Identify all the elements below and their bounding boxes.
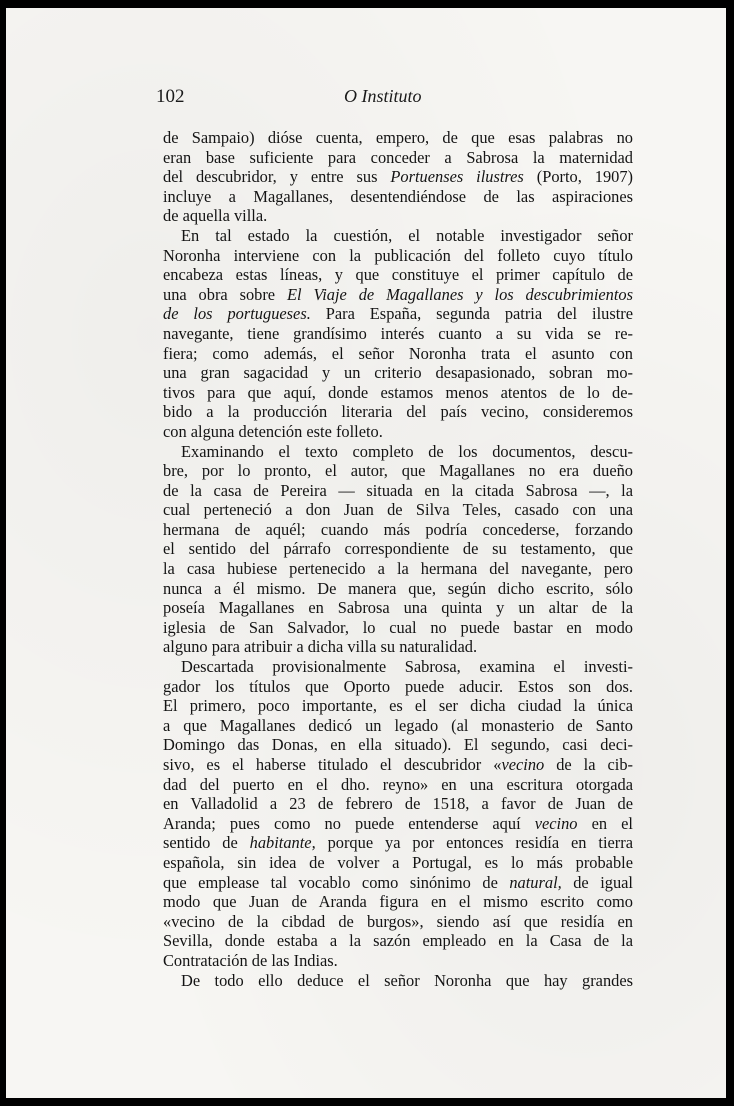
- text-line: [163, 657, 633, 677]
- text-span: hermana de aquél; cuando más podría concederse, forzando: [163, 519, 633, 539]
- text-line: [163, 246, 633, 266]
- text-line: [163, 892, 633, 912]
- text-line: [163, 128, 633, 148]
- text-span: Contratación de las Indias.: [163, 950, 338, 970]
- italic-span: Portuenses ilustres: [390, 167, 524, 187]
- text-span: sentido de: [163, 833, 250, 853]
- text-span: del descubridor, y entre sus: [163, 167, 391, 187]
- italic-span: vecino: [534, 813, 578, 833]
- text-line: [163, 148, 633, 168]
- text-span: que emplease tal vocablo como sinónimo de: [163, 872, 510, 892]
- page-header: [156, 86, 634, 110]
- text-span: gador los títulos que Oporto puede aducir. Estos son dos.: [163, 676, 633, 696]
- text-span: iglesia de San Salvador, lo cual no puede bastar en modo: [163, 617, 633, 637]
- text-line: [163, 520, 633, 540]
- text-line: [163, 265, 633, 285]
- text-span: Domingo das Donas, en ella situado). El segundo, casi deci-: [163, 735, 633, 755]
- text-line: [163, 637, 633, 657]
- text-line: [163, 951, 633, 971]
- text-span: española, sin idea de volver a Portugal, es lo más probable: [163, 852, 633, 872]
- text-line: [163, 775, 633, 795]
- text-line: [163, 579, 633, 599]
- text-span: en el: [577, 813, 633, 833]
- text-line: [163, 402, 633, 422]
- text-line: [163, 931, 633, 951]
- text-span: modo que Juan de Aranda figura en el mismo escrito como: [163, 892, 633, 912]
- italic-span: El Viaje de Magallanes y los descubrimientos: [286, 284, 633, 304]
- text-line: [163, 539, 633, 559]
- text-span: de aquella villa.: [163, 206, 268, 226]
- text-span: poseía Magallanes en Sabrosa una quinta y un altar de la: [163, 598, 633, 618]
- page-number: 102: [156, 86, 185, 107]
- text-span: una gran sagacidad y un criterio desapasionado, sobran mo-: [163, 363, 633, 383]
- text-span: Para España, segunda patria del ilustre: [310, 304, 633, 324]
- text-line: [163, 677, 633, 697]
- text-span: de Sampaio) dióse cuenta, empero, de que esas palabras no: [163, 128, 633, 147]
- text-span: Aranda; pues como no puede entenderse aquí: [163, 813, 535, 833]
- text-line: [163, 187, 633, 207]
- text-span: de la casa de Pereira — situada en la citada Sabrosa —, la: [163, 480, 633, 500]
- text-line: [163, 873, 633, 893]
- text-span: De todo ello deduce el señor Noronha que hay grandes: [181, 970, 633, 990]
- text-span: Noronha interviene con la publicación del folleto cuyo título: [163, 245, 633, 265]
- text-span: alguno para atribuir a dicha villa su naturalidad.: [163, 637, 478, 657]
- italic-span: habitante,: [249, 833, 316, 853]
- body-text: [163, 128, 633, 990]
- text-line: [163, 304, 633, 324]
- text-line: [163, 598, 633, 618]
- text-line: [163, 618, 633, 638]
- text-span: eran base suficiente para conceder a Sabrosa la maternidad: [163, 147, 633, 167]
- text-span: nunca a él mismo. De manera que, según dicho escrito, sólo: [163, 578, 633, 598]
- text-line: [163, 716, 633, 736]
- text-line: [163, 344, 633, 364]
- text-span: en Valladolid a 23 de febrero de 1518, a favor de Juan de: [163, 794, 633, 814]
- text-span: dad del puerto en el dho. reyno» en una escritura otorgada: [163, 774, 633, 794]
- text-span: fiera; como además, el señor Noronha trata el asunto con: [163, 343, 633, 363]
- text-line: [163, 814, 633, 834]
- text-span: de la cib-: [544, 755, 633, 774]
- text-line: [163, 559, 633, 579]
- text-line: [163, 912, 633, 932]
- text-span: (Porto, 1907): [523, 167, 633, 187]
- text-line: [163, 422, 633, 442]
- text-line: [163, 833, 633, 853]
- text-line: [163, 285, 633, 305]
- text-line: [163, 206, 633, 226]
- text-span: con alguna detención este folleto.: [163, 421, 383, 441]
- text-line: [163, 500, 633, 520]
- text-line: [163, 442, 633, 462]
- text-line: [163, 481, 633, 501]
- running-title: O Instituto: [344, 86, 422, 106]
- text-line: [163, 226, 633, 246]
- text-span: Sevilla, donde estaba a la sazón empleado en la Casa de la: [163, 931, 633, 951]
- text-span: tivos para que aquí, donde estamos menos atentos de lo de-: [163, 382, 633, 402]
- text-line: [163, 971, 633, 991]
- italic-span: vecino: [501, 755, 545, 774]
- text-span: de igual: [561, 872, 633, 892]
- text-span: bido a la producción literaria del país vecino, consideremos: [163, 402, 633, 422]
- text-span: bre, por lo pronto, el autor, que Magallanes no era dueño: [163, 461, 633, 481]
- page-sheet: [6, 8, 726, 1098]
- text-span: El primero, poco importante, es el ser dicha ciudad la única: [163, 696, 633, 716]
- text-span: porque ya por entonces residía en tierra: [315, 833, 633, 853]
- text-line: [163, 696, 633, 716]
- text-line: [163, 755, 633, 775]
- text-line: [163, 853, 633, 873]
- text-span: una obra sobre: [163, 284, 287, 304]
- text-span: incluye a Magallanes, desentendiéndose de las aspiraciones: [163, 186, 633, 206]
- text-line: [163, 794, 633, 814]
- text-span: En tal estado la cuestión, el notable investigador señor: [181, 225, 633, 245]
- text-span: la casa hubiese pertenecido a la hermana del navegante, pero: [163, 559, 633, 579]
- text-span: sivo, es el haberse titulado el descubridor «: [163, 755, 502, 774]
- text-span: a que Magallanes dedicó un legado (al monasterio de Santo: [163, 715, 633, 735]
- text-span: Descartada provisionalmente Sabrosa, examina el investi-: [181, 657, 633, 677]
- italic-span: de los portugueses.: [163, 304, 311, 324]
- text-span: el sentido del párrafo correspondiente de su testamento, que: [163, 539, 633, 559]
- text-line: [163, 735, 633, 755]
- text-span: «vecino de la cibdad de burgos», siendo así que residía en: [163, 911, 633, 931]
- text-line: [163, 363, 633, 383]
- text-span: cual perteneció a don Juan de Silva Teles, casado con una: [163, 500, 633, 520]
- text-line: [163, 324, 633, 344]
- text-line: [163, 383, 633, 403]
- italic-span: natural,: [509, 872, 562, 892]
- text-line: [163, 167, 633, 187]
- text-span: navegante, tiene grandísimo interés cuanto a su vida se re-: [163, 323, 633, 343]
- text-span: Examinando el texto completo de los documentos, descu-: [181, 441, 633, 461]
- text-span: encabeza estas líneas, y que constituye el primer capítulo de: [163, 265, 633, 285]
- text-line: [163, 461, 633, 481]
